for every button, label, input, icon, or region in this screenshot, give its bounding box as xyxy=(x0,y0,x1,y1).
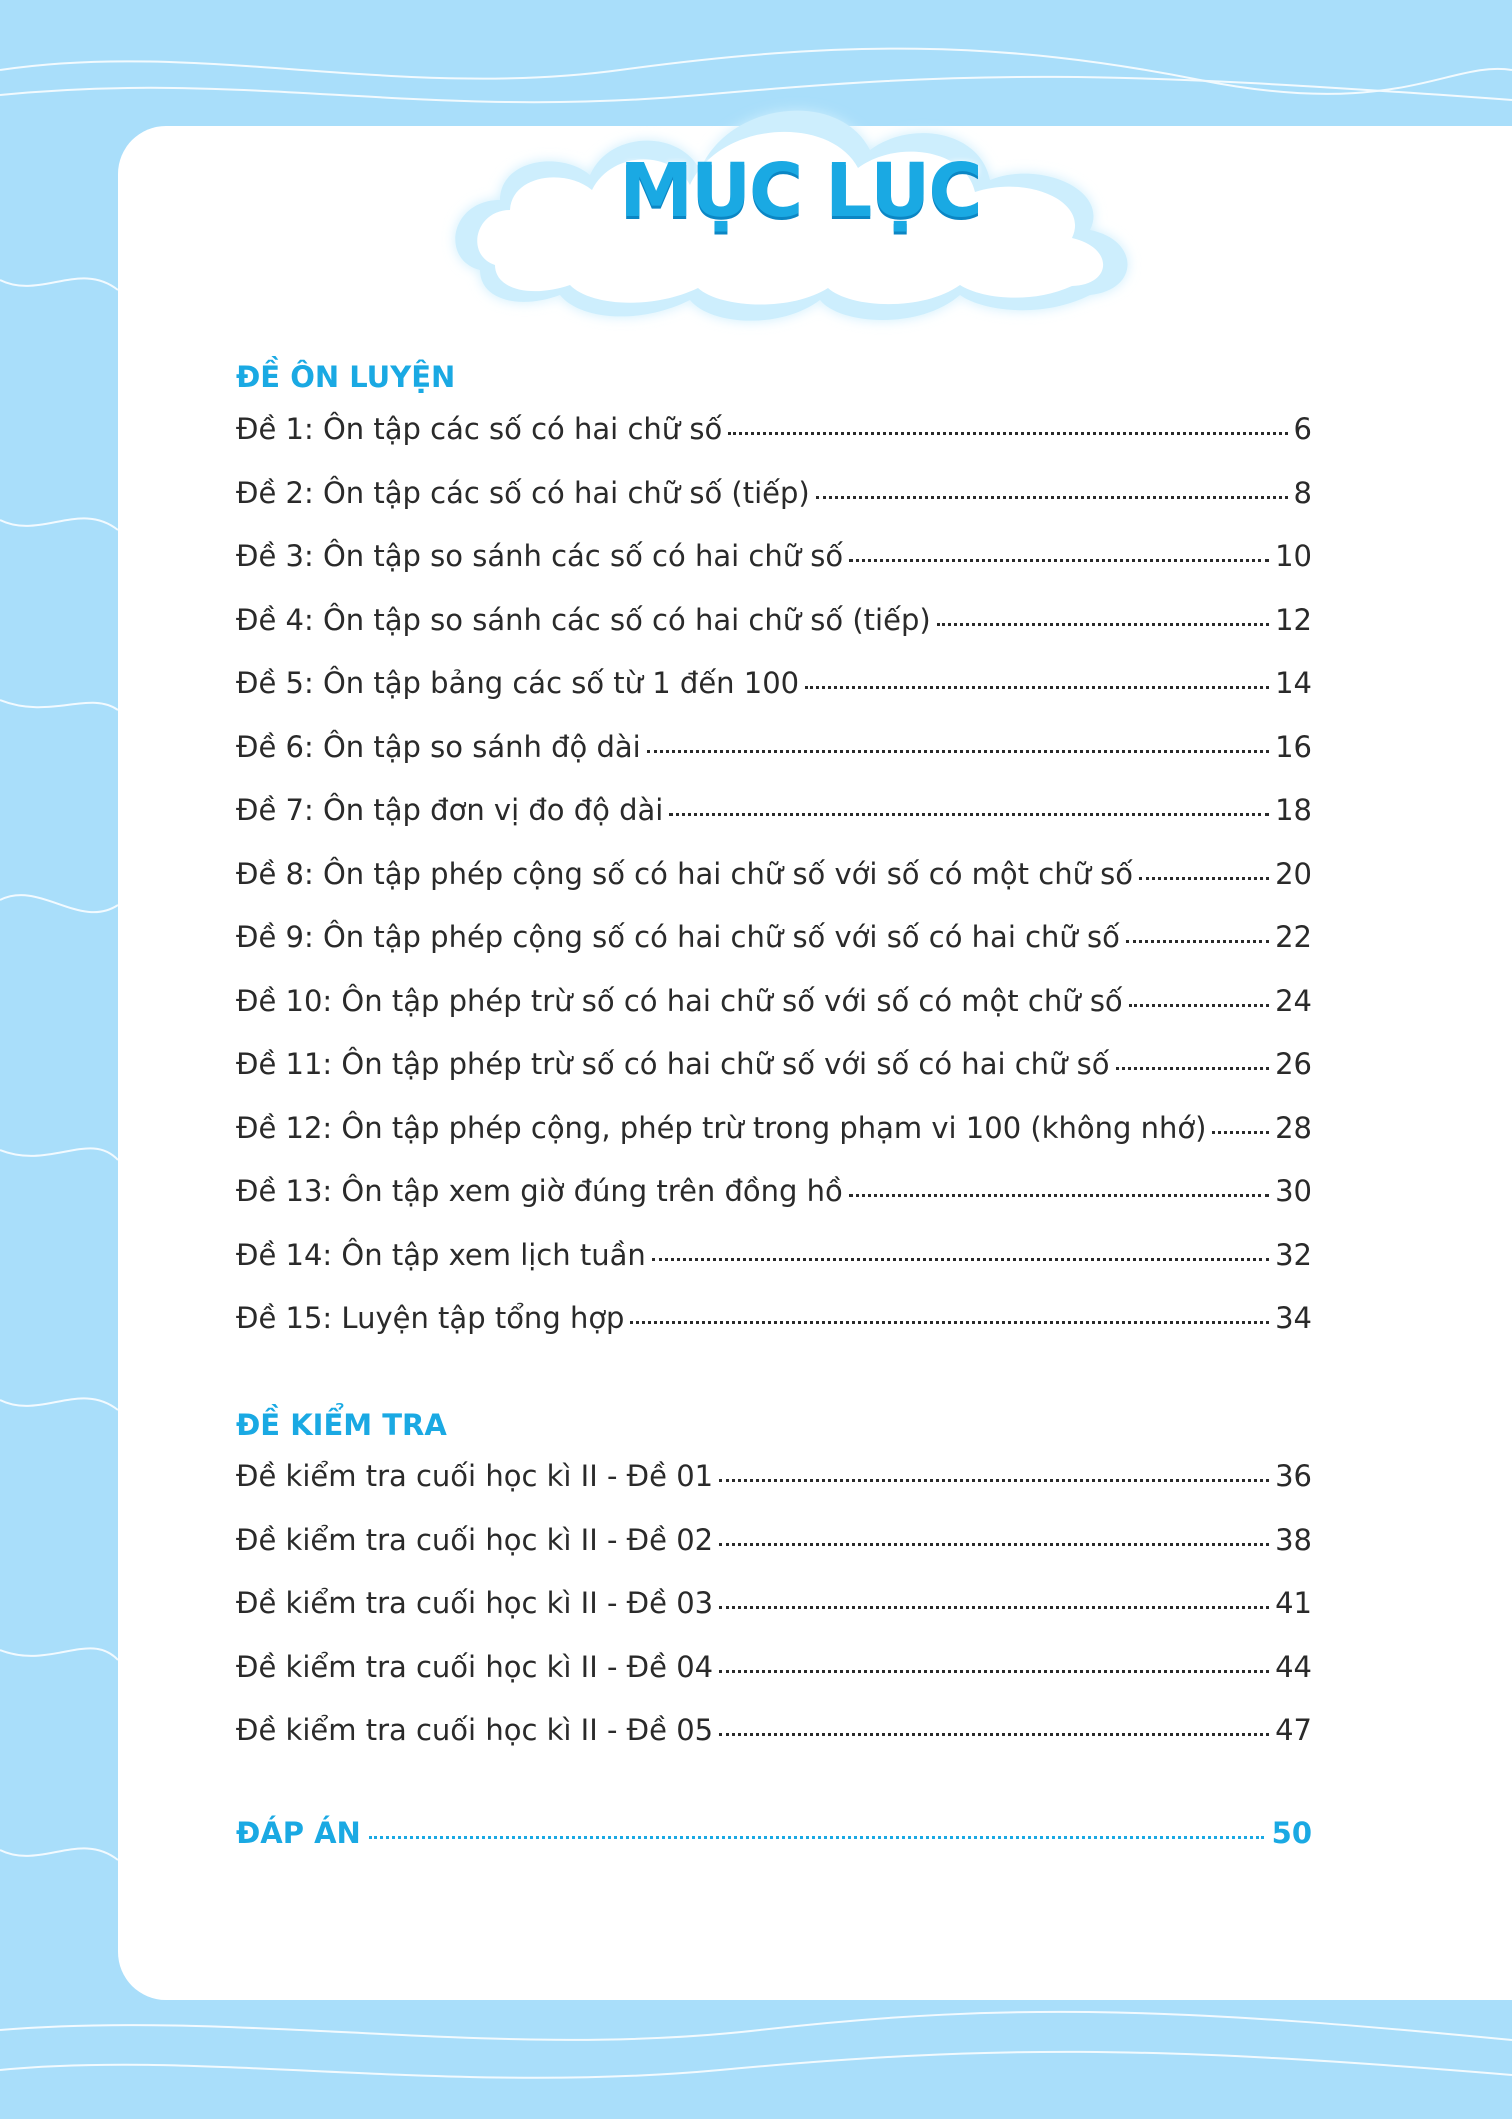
toc-entry[interactable] xyxy=(236,1459,1312,1523)
toc-entry-title: Đề 10: Ôn tập phép trừ số có hai chữ số với số có một chữ số xyxy=(236,983,1123,1018)
toc-entry-page: 20 xyxy=(1275,856,1312,891)
toc-entry-page: 28 xyxy=(1275,1110,1312,1145)
toc-entry-page: 10 xyxy=(1275,539,1312,573)
toc-entry[interactable] xyxy=(236,1586,1312,1650)
dot-leader xyxy=(849,557,1269,562)
toc-entry[interactable] xyxy=(236,793,1312,857)
toc-entry-title: Đề kiểm tra cuối học kì II - Đề 03 xyxy=(236,1586,714,1620)
dot-leader xyxy=(719,1604,1269,1609)
dot-leader xyxy=(1126,938,1269,943)
toc-entry[interactable] xyxy=(236,666,1312,730)
toc-entry[interactable] xyxy=(236,1111,1312,1175)
toc-entry[interactable] xyxy=(236,984,1312,1048)
toc-entry-title: Đề 11: Ôn tập phép trừ số có hai chữ số với số có hai chữ số xyxy=(236,1047,1110,1081)
toc-entry-page: 36 xyxy=(1275,1459,1312,1493)
toc-entry-title: Đề 5: Ôn tập bảng các số từ 1 đến 100 xyxy=(236,666,800,700)
toc-entry-title: Đề 12: Ôn tập phép cộng, phép trừ trong phạm vi 100 (không nhớ) xyxy=(236,1110,1207,1145)
toc-entry[interactable] xyxy=(236,1238,1312,1302)
toc-entry-title: Đề 15: Luyện tập tổng hợp xyxy=(236,1301,625,1335)
toc-entry-title: Đề kiểm tra cuối học kì II - Đề 05 xyxy=(236,1713,714,1747)
toc-entry-page: 32 xyxy=(1275,1237,1312,1272)
toc-entry[interactable] xyxy=(236,1713,1312,1777)
page-title: MỤC LỤC xyxy=(619,148,981,234)
toc-entry-title: Đề 7: Ôn tập đơn vị đo độ dài xyxy=(236,793,664,827)
toc-list-review xyxy=(236,412,1312,1365)
toc-entry-page: 18 xyxy=(1275,793,1312,827)
toc-entry[interactable] xyxy=(236,476,1312,540)
toc-entry-page: 26 xyxy=(1275,1047,1312,1081)
dot-leader xyxy=(652,1256,1269,1261)
dot-leader xyxy=(937,621,1269,626)
toc-entry[interactable] xyxy=(236,412,1312,476)
toc-entry-title: Đề 13: Ôn tập xem giờ đúng trên đồng hồ xyxy=(236,1174,843,1208)
toc-entry[interactable] xyxy=(236,1047,1312,1111)
dot-leader xyxy=(719,1731,1269,1736)
dot-leader xyxy=(1116,1065,1270,1070)
dot-leader xyxy=(369,1834,1264,1839)
dot-leader xyxy=(719,1477,1269,1482)
dot-leader xyxy=(647,748,1269,753)
dot-leader xyxy=(719,1541,1269,1546)
toc-entry[interactable] xyxy=(236,603,1312,667)
toc-entry-title: Đề 9: Ôn tập phép cộng số có hai chữ số với số có hai chữ số xyxy=(236,920,1120,954)
dot-leader xyxy=(1212,1129,1269,1134)
toc-entry-answers[interactable] xyxy=(236,1816,1312,1850)
toc-entry-page: 14 xyxy=(1275,666,1312,700)
toc-entry-page: 41 xyxy=(1275,1586,1312,1620)
toc-entry-page: 34 xyxy=(1275,1301,1312,1335)
toc-entry-page: 12 xyxy=(1275,602,1312,637)
toc-entry-title: Đề 4: Ôn tập so sánh các số có hai chữ số (tiếp) xyxy=(236,602,931,637)
toc-entry[interactable] xyxy=(236,730,1312,794)
toc-entry[interactable] xyxy=(236,1523,1312,1587)
toc-entry-page: 44 xyxy=(1275,1649,1312,1684)
toc-entry-title: Đề 1: Ôn tập các số có hai chữ số xyxy=(236,412,723,446)
toc-entry-page: 47 xyxy=(1275,1713,1312,1747)
toc-entry-page: 16 xyxy=(1275,729,1312,764)
dot-leader xyxy=(816,494,1288,499)
answers-page: 50 xyxy=(1271,1816,1312,1850)
toc-entry-title: Đề 8: Ôn tập phép cộng số có hai chữ số với số có một chữ số xyxy=(236,856,1134,891)
dot-leader xyxy=(719,1668,1269,1673)
toc-list-tests xyxy=(236,1459,1312,1777)
toc-entry[interactable] xyxy=(236,920,1312,984)
dot-leader xyxy=(669,811,1269,816)
toc-entry[interactable] xyxy=(236,1301,1312,1365)
section-heading-tests: ĐỀ KIỂM TRA xyxy=(236,1408,447,1442)
toc-entry-page: 6 xyxy=(1293,412,1312,446)
toc-entry-title: Đề 6: Ôn tập so sánh độ dài xyxy=(236,729,641,764)
dot-leader xyxy=(1139,875,1269,880)
toc-entry-page: 22 xyxy=(1275,920,1312,954)
toc-entry-page: 30 xyxy=(1275,1174,1312,1208)
toc-entry-title: Đề kiểm tra cuối học kì II - Đề 04 xyxy=(236,1649,714,1684)
toc-entry-page: 8 xyxy=(1293,475,1312,510)
toc-entry[interactable] xyxy=(236,1650,1312,1714)
toc-entry-page: 24 xyxy=(1275,983,1312,1018)
toc-entry-title: Đề kiểm tra cuối học kì II - Đề 02 xyxy=(236,1522,714,1557)
toc-entry-title: Đề kiểm tra cuối học kì II - Đề 01 xyxy=(236,1459,714,1493)
toc-entry-title: Đề 14: Ôn tập xem lịch tuần xyxy=(236,1237,646,1272)
toc-entry-page: 38 xyxy=(1275,1522,1312,1557)
toc-entry[interactable] xyxy=(236,1174,1312,1238)
toc-entry[interactable] xyxy=(236,857,1312,921)
toc-entry-title: Đề 3: Ôn tập so sánh các số có hai chữ số xyxy=(236,539,844,573)
section-heading-review: ĐỀ ÔN LUYỆN xyxy=(236,360,456,394)
dot-leader xyxy=(805,684,1269,689)
answers-label: ĐÁP ÁN xyxy=(236,1816,361,1850)
dot-leader xyxy=(630,1319,1269,1324)
toc-entry[interactable] xyxy=(236,539,1312,603)
dot-leader xyxy=(849,1192,1269,1197)
dot-leader xyxy=(1129,1002,1269,1007)
toc-entry-title: Đề 2: Ôn tập các số có hai chữ số (tiếp) xyxy=(236,475,810,510)
dot-leader xyxy=(728,430,1287,435)
